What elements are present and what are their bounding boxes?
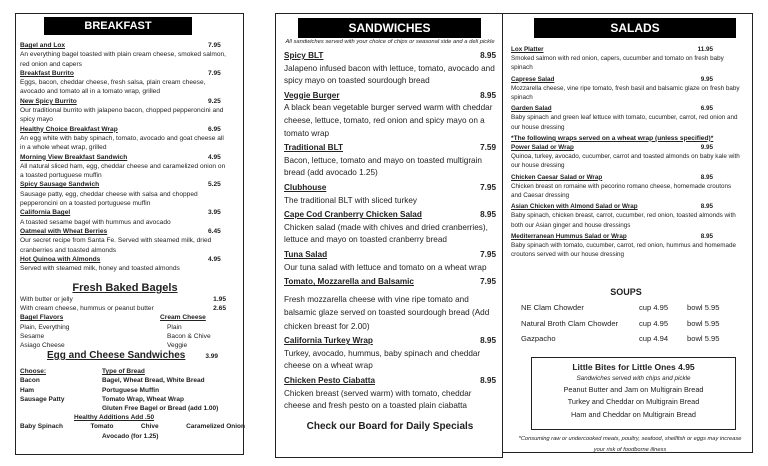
item-name: New Spicy Burrito	[20, 97, 77, 105]
item-name: Oatmeal with Wheat Berries	[20, 227, 108, 235]
item-name: Mediterranean Hummus Salad or Wrap	[511, 232, 627, 240]
cream: Veggie	[167, 342, 188, 350]
item-price: 4.95	[208, 255, 221, 263]
item-price: 9.95	[700, 144, 713, 152]
item-name: Healthy Choice Breakfast Wrap	[20, 125, 118, 133]
item-price: 8.95	[480, 210, 496, 220]
item-description: Our tuna salad with lettuce and tomato on a wheat wrap	[284, 262, 487, 272]
item-name: California Turkey Wrap	[284, 336, 373, 346]
item-name: Spicy BLT	[284, 51, 324, 60]
item-name: Clubhouse	[284, 182, 327, 192]
item-name: Morning View Breakfast Sandwich	[20, 153, 128, 161]
item-price: 8.95	[480, 336, 496, 346]
bread: Bagel, Wheat Bread, White Bread	[102, 377, 205, 385]
cream-header: Cream Cheese	[160, 314, 206, 322]
soup-cup-price: cup 4.95	[639, 303, 669, 312]
item-price: 9.95	[700, 75, 713, 83]
addition: Tomato	[90, 423, 114, 431]
item-price: 7.95	[208, 42, 221, 49]
soup-bowl-price: bowl 5.95	[687, 318, 720, 328]
item-price: 6.95	[208, 125, 221, 133]
choice: Sausage Patty	[20, 395, 65, 403]
menu-item	[284, 209, 496, 247]
cream: Bacon & Chive	[167, 332, 211, 340]
item-description: Chicken breast (served warm) with tomato, cheddar cheese and fresh pesto on a toasted plain ciabatta	[284, 388, 472, 411]
item-name: Cape Cod Cranberry Chicken Salad	[284, 210, 422, 220]
item-price: 8.95	[700, 173, 713, 181]
item-name: Caprese Salad	[511, 75, 555, 83]
item-description: Quinoa, turkey, avocado, cucumber, carrot and toasted almonds on baby kale with our house dressing	[511, 153, 740, 170]
sandwiches-panel	[275, 13, 503, 458]
soup-bowl-price: bowl 5.95	[687, 303, 720, 312]
menu-item	[20, 125, 230, 153]
item-name: Lox Platter	[511, 46, 544, 53]
avocado-addition: Avocado (for 1.25)	[102, 432, 159, 440]
flavor: Sesame	[20, 332, 45, 340]
item-description: Baby spinach with tomato, cucumber, carrot, red onion, hummus and homemade croutons served with our house dressing	[511, 242, 737, 259]
salads-header: SALADS	[534, 18, 736, 38]
menu-item	[511, 173, 741, 201]
menu-item	[284, 375, 496, 413]
menu-item	[284, 182, 496, 207]
soup-row	[521, 331, 731, 347]
item-description: Chicken salad (made with chives and dried cranberries), lettuce and mayo on toasted cranberry bread	[284, 222, 488, 245]
item-description: Eggs, bacon, cheddar cheese, fresh salsa, plain cream cheese, avocado and tomato all in a tomato wrap, grilled	[20, 79, 206, 96]
menu-item	[20, 69, 230, 97]
menu-item	[20, 208, 230, 227]
item-name: Bagel and Lox	[20, 42, 66, 49]
soups-section	[521, 287, 731, 347]
soup-name: Gazpacho	[521, 334, 556, 343]
bread: Portuguese Muffin	[102, 386, 160, 394]
item-name: California Bagel	[20, 209, 71, 217]
option-label: With cream cheese, hummus or peanut butter	[20, 305, 154, 313]
soup-row	[521, 316, 731, 332]
menu-item	[284, 90, 496, 140]
menu-item	[511, 45, 741, 73]
item-description: Jalapeno infused bacon with lettuce, tomato, avocado and spicy mayo on toasted sourdough bread	[284, 63, 495, 86]
salads-list	[511, 45, 741, 261]
kids-item: Turkey and Cheddar on Multigrain Bread	[567, 397, 700, 406]
wrap-note: *The following wraps served on a wheat wrap (unless specified)*	[511, 134, 714, 142]
sandwiches-list	[284, 39, 496, 433]
menu-item	[511, 202, 741, 230]
addition: Chive	[140, 423, 159, 431]
menu-item	[511, 143, 741, 171]
bagels-title: Fresh Baked Bagels	[72, 282, 178, 294]
bagel-option	[20, 304, 230, 313]
soup-cup-price: cup 4.94	[639, 334, 669, 343]
item-price: 11.95	[697, 46, 713, 53]
breakfast-header: BREAKFAST	[44, 17, 192, 35]
breakfast-panel	[15, 13, 244, 455]
kids-menu-box	[531, 357, 736, 430]
item-price: 7.95	[480, 277, 496, 287]
item-description: Baby spinach, chicken breast, carrot, cucumber, red onion, toasted almonds with both our Asian ginger and house dressings	[511, 212, 736, 229]
item-description: The traditional BLT with sliced turkey	[284, 195, 418, 205]
egg-cheese-section	[20, 351, 245, 441]
additions-header: Healthy Additions Add .50	[74, 414, 155, 422]
item-name: Garden Salad	[511, 105, 552, 113]
egg-title: Egg and Cheese Sandwiches	[46, 350, 186, 361]
cream: Plain	[167, 323, 182, 331]
flavor: Plain, Everything	[20, 323, 70, 331]
breakfast-list	[20, 41, 230, 273]
salads-panel	[502, 13, 753, 453]
bagel-flavors-table	[20, 313, 230, 350]
menu-item	[284, 50, 496, 88]
menu-item	[511, 232, 741, 260]
menu-item	[284, 142, 496, 180]
kids-title: Little Bites for Little Ones 4.95	[572, 362, 695, 372]
item-name: Veggie Burger	[284, 90, 340, 100]
item-price: 3.95	[208, 209, 221, 217]
additions	[20, 422, 245, 431]
item-description: Turkey, avocado, hummus, baby spinach and cheddar cheese on a wheat wrap	[284, 348, 481, 371]
bagels-section	[20, 281, 230, 350]
menu-item	[511, 104, 741, 132]
item-name: Tuna Salad	[284, 249, 328, 259]
item-description: Bacon, lettuce, tomato and mayo on toasted multigrain bread (add avocado 1.25)	[284, 155, 482, 178]
soup-row	[521, 300, 731, 316]
item-description: All natural sliced ham, egg, cheddar cheese and caramelized onion on a toasted portuguese muffin	[20, 162, 226, 180]
daily-specials-note: Check our Board for Daily Specials	[306, 420, 474, 432]
choice: Ham	[20, 386, 35, 394]
item-name: Power Salad or Wrap	[511, 144, 574, 152]
menu-item	[20, 97, 230, 125]
soup-name: NE Clam Chowder	[521, 303, 584, 312]
sandwiches-header: SANDWICHES	[298, 18, 481, 38]
item-description: Sausage patty, egg, cheddar cheese with salsa and chopped pepperoncini on a toasted portuguese muffin	[20, 190, 198, 208]
menu-item	[20, 153, 230, 181]
kids-subtitle: Sandwiches served with chips and pickle	[576, 374, 691, 382]
item-description: Baby spinach and green leaf lettuce with tomato, cucumber, carrot, red onion and our house dressing	[511, 114, 738, 131]
item-price: 4.95	[208, 153, 221, 161]
item-description: An egg white with baby spinach, tomato, avocado and goat cheese all in a whole wheat wrap, grilled	[20, 134, 224, 152]
option-label: With butter or jelly	[20, 296, 73, 303]
soup-cup-price: cup 4.95	[639, 318, 669, 328]
soup-bowl-price: bowl 5.95	[687, 334, 720, 343]
egg-price: 3.99	[205, 353, 219, 360]
flavor: Asiago Cheese	[20, 342, 65, 350]
item-description: Chicken breast on romaine with pecorino romano cheese, homemade croutons and Caesar dressing	[511, 182, 732, 200]
item-price: 8.95	[480, 51, 496, 60]
item-price: 9.25	[208, 97, 221, 105]
item-description: A black bean vegetable burger served warm with cheddar cheese, lettuce, tomato, red onion and spicy mayo on a tomato wrap	[284, 103, 493, 138]
item-description: Served with steamed milk, honey and toasted almonds	[20, 265, 180, 273]
soups-title: SOUPS	[610, 287, 642, 297]
kids-item: Peanut Butter and Jam on Multigrain Bread	[563, 384, 704, 394]
kids-item: Ham and Cheddar on Multigrain Bread	[571, 409, 696, 419]
menu-item	[284, 276, 496, 333]
item-price: 8.95	[700, 232, 713, 240]
option-price: 2.65	[213, 305, 226, 313]
item-price: 8.95	[480, 90, 496, 100]
item-description: An everything bagel toasted with plain cream cheese, smoked salmon, red onion and capers	[20, 51, 226, 68]
item-price: 6.45	[208, 227, 221, 235]
item-name: Asian Chicken with Almond Salad or Wrap	[511, 203, 638, 211]
item-name: Chicken Caesar Salad or Wrap	[511, 173, 603, 181]
option-price: 1.95	[213, 296, 226, 303]
menu-item	[284, 249, 496, 274]
menu-item	[511, 75, 741, 103]
bagel-option	[20, 295, 230, 304]
item-name: Hot Quinoa with Almonds	[20, 255, 101, 263]
item-description: Smoked salmon with red onion, capers, cucumber and tomato on fresh baby spinach	[511, 55, 724, 72]
item-name: Chicken Pesto Ciabatta	[284, 375, 375, 385]
bread: Gluten Free Bagel or Bread (add 1.00)	[102, 405, 219, 413]
item-name: Traditional BLT	[284, 143, 343, 153]
item-description: Mozzarella cheese, vine ripe tomato, fresh basil and balsamic glaze on fresh baby spinach	[511, 84, 740, 102]
soup-name: Natural Broth Clam Chowder	[521, 318, 619, 328]
item-price: 7.95	[480, 182, 496, 192]
flavors-header: Bagel Flavors	[20, 314, 64, 322]
item-price: 5.25	[208, 181, 221, 189]
addition: Caramelized Onion	[186, 423, 245, 431]
item-description: A toasted sesame bagel with hummus and avocado	[20, 218, 171, 226]
bread: Tomato Wrap, Wheat Wrap	[102, 395, 184, 403]
item-description: Our secret recipe from Santa Fe. Served with steamed milk, dried cranberries and toasted almonds	[20, 237, 212, 254]
menu-item	[20, 180, 230, 208]
item-price: 7.59	[480, 143, 496, 153]
item-description: Fresh mozzarella cheese with vine ripe tomato and balsamic glaze served on toasted sourdough bread (Add chicken breast for 2.00)	[284, 294, 490, 331]
food-safety-footnote: *Consuming raw or undercooked meats, poultry, seafood, shellfish or eggs may increase your risk of foodborne illness	[518, 436, 742, 453]
item-price: 7.95	[208, 69, 221, 77]
menu-item	[20, 41, 230, 69]
item-name: Tomato, Mozzarella and Balsamic	[284, 277, 414, 287]
item-price: 7.95	[480, 249, 496, 259]
item-name: Breakfast Burrito	[20, 69, 74, 77]
item-description: Our traditional burrito with jalapeno bacon, chopped pepperoncini and spicy mayo	[20, 107, 224, 124]
sandwiches-subtitle: All sandwiches served with your choice of chips or seasonal side and a deli pickle	[285, 39, 495, 45]
menu-item	[284, 335, 496, 373]
addition: Baby Spinach	[20, 423, 63, 431]
item-name: Spicy Sausage Sandwich	[20, 181, 100, 189]
choice: Bacon	[20, 377, 40, 385]
item-price: 8.95	[700, 203, 713, 211]
choose-header: Choose:	[20, 368, 46, 376]
bread-header: Type of Bread	[102, 368, 145, 376]
menu-item	[20, 227, 230, 255]
item-price: 6.95	[700, 105, 713, 113]
menu-item	[20, 255, 230, 274]
item-price: 8.95	[480, 375, 496, 385]
